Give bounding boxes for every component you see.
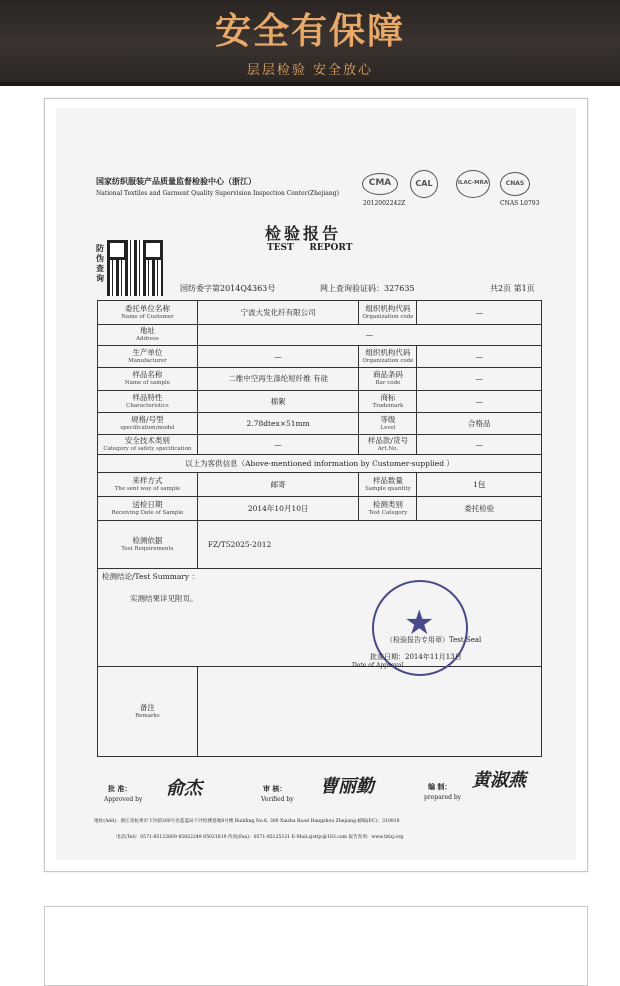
quantity-label: 样品数量 Sample quantity — [359, 473, 417, 497]
org-code-value: — — [417, 301, 542, 325]
customer-label: 委托单位名称 Name of Customer — [98, 301, 198, 325]
prepared-signature: 黄淑燕 — [472, 770, 526, 791]
manufacturer-value: — — [197, 346, 359, 368]
cma-logo: CMA — [362, 173, 398, 195]
report-title-cn: 检验报告 — [265, 224, 342, 243]
verified-signature: 曹丽勤 — [320, 776, 374, 797]
customer-value: 宁波大发化纤有限公司 — [197, 301, 359, 325]
cnas-logo: CNAS — [500, 172, 530, 196]
org-code2-value: — — [417, 346, 542, 368]
test-category-label: 检测类别 Test Category — [359, 497, 417, 521]
test-summary-text: 实测结果详见附页。 — [130, 594, 198, 603]
online-code: 网上查询验证码：327635 — [320, 284, 415, 293]
address-value: — — [197, 325, 541, 346]
trademark-label: 商标 Trademark — [359, 391, 417, 413]
sample-label: 样品名称 Name of sample — [98, 368, 198, 391]
approved-label: 批 准： — [108, 784, 132, 793]
art-label: 样品款/货号 Art.No. — [359, 435, 417, 455]
characteristics-value: 棉絮 — [197, 391, 359, 413]
characteristics-label: 样品特性 Characteristics — [98, 391, 198, 413]
approved-label-en: Approved by — [104, 796, 143, 803]
sampling-label: 来样方式 The sent way of sample — [98, 473, 198, 497]
report-title-en: TEST REPORT — [267, 243, 353, 253]
ilac-logo: ILAC-MRA — [456, 170, 490, 198]
footer-address: 地址(Add)：浙江省杭州市下沙路300号杏蓝蓝局下沙检测基地8号楼 Building No.6, 300 Xiasha Road Hangzhou Zhejiang 邮编(P.C)：310018 — [94, 819, 400, 824]
next-report-frame — [44, 906, 588, 986]
page-count: 共2页 第1页 — [490, 284, 535, 293]
remarks-label: 备注 Remarks — [98, 667, 198, 757]
requirements-label: 检测依据 Test Requirements — [98, 521, 198, 569]
safety-label: 安全技术类别 Category of safety specification — [98, 435, 198, 455]
report-table — [97, 300, 542, 757]
safety-value: — — [197, 435, 359, 455]
org-code2-label: 组织机构代码 Organization code — [359, 346, 417, 368]
art-value: — — [417, 435, 542, 455]
cma-number: 2012002242Z — [363, 200, 406, 207]
quantity-value: 1包 — [417, 473, 542, 497]
test-summary-cell — [98, 569, 542, 667]
org-name-en: National Textiles and Garment Quality Supervision Inspection Center(Zhejiang) — [96, 190, 339, 197]
footer-contact: 电话(Tel)：0571-85122609 85022249 85021819 传真(Fax)：0571-85125121 E-Mail:zjsttjc@163.com 报告查询：www.fztzj.org — [116, 835, 404, 840]
seal-label: （检验报告专用章）Test Seal — [386, 636, 482, 644]
banner-divider — [0, 82, 620, 86]
test-summary-label: 检测结论/Test Summary ： — [102, 572, 200, 581]
prepared-label-en: prepared by — [424, 794, 462, 801]
qr-code[interactable] — [107, 240, 163, 296]
level-label: 等级 Level — [359, 413, 417, 435]
spec-label: 规格/号型 specification/model — [98, 413, 198, 435]
test-category-value: 委托检验 — [417, 497, 542, 521]
customer-info-note: 以上为客供信息（Above-mentioned information by Customer-supplied ） — [98, 455, 542, 473]
prepared-label: 编 制： — [428, 782, 452, 791]
receive-date-value: 2014年10月10日 — [197, 497, 359, 521]
banner-subtitle: 层层检验 安全放心 — [246, 63, 374, 78]
barcode-label: 商品条码 Bar code — [359, 368, 417, 391]
barcode-value: — — [417, 368, 542, 391]
org-name-cn: 国家纺织服装产品质量监督检验中心（浙江） — [96, 176, 256, 186]
org-code-label: 组织机构代码 Organization code — [359, 301, 417, 325]
approval-date-en: Date of Approval — [352, 662, 404, 669]
promo-banner — [0, 0, 620, 82]
seal-star-icon: ★ — [404, 603, 435, 643]
banner-title: 安全有保障 — [214, 11, 405, 52]
receive-date-label: 送检日期 Receiving Date of Sample — [98, 497, 198, 521]
report-number: 国纺委字第2014Q4363号 — [180, 284, 276, 293]
level-value: 合格品 — [417, 413, 542, 435]
address-label: 地址 Address — [98, 325, 198, 346]
trademark-value: — — [417, 391, 542, 413]
approval-date: 批准日期：2014年11月13日 — [370, 653, 462, 661]
cal-logo: CAL — [410, 170, 438, 198]
sampling-value: 邮寄 — [197, 473, 359, 497]
approved-signature: 俞杰 — [166, 778, 202, 799]
verified-label-en: Verified by — [261, 796, 294, 803]
spec-value: 2.78dtex×51mm — [197, 413, 359, 435]
remarks-value — [197, 667, 541, 757]
verified-label: 审 核： — [263, 784, 287, 793]
manufacturer-label: 生产单位 Manufacturer — [98, 346, 198, 368]
requirements-value: FZ/T52025-2012 — [197, 521, 541, 569]
sample-value: 二维中空再生涤纶短纤维 有硅 — [197, 368, 359, 391]
anti-fake-label: 防伪查询 — [96, 243, 104, 283]
cnas-number: CNAS L0793 — [500, 200, 540, 207]
